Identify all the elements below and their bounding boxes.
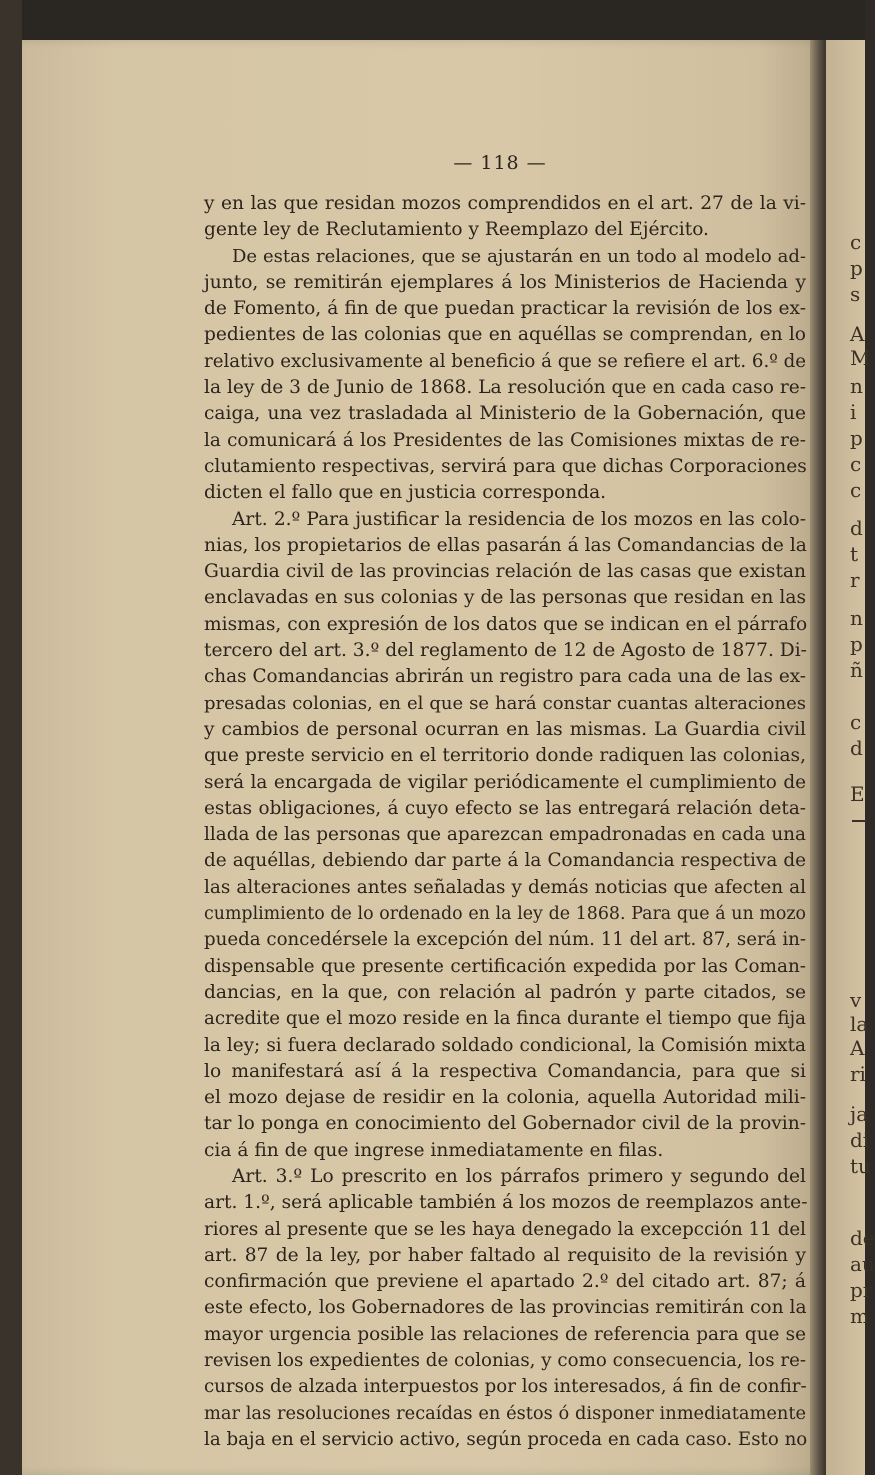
- text-line: gente ley de Reclutamiento y Reemplazo del Ejército.: [204, 219, 709, 241]
- facing-fragment: M: [850, 346, 871, 370]
- facing-fragment: p: [850, 426, 863, 450]
- facing-fragment: m: [850, 1304, 869, 1328]
- text-line: dicten el fallo que en justicia corresponda.: [204, 482, 607, 504]
- facing-fragment: la: [850, 1012, 869, 1036]
- text-line: tercero del art. 3.º del reglamento de 12 de Agosto de 1877. Di-: [204, 640, 807, 662]
- text-line: art. 1.º, será aplicable también á los mozos de reemplazos ante-: [204, 1192, 808, 1214]
- text-line: pueda concedérsele la excepción del núm. 11 del art. 87, será in-: [204, 929, 806, 951]
- text-line: mismas, con expresión de los datos que se indican en el párrafo: [204, 613, 808, 635]
- text-line: riores al presente que se les haya denegado la excepcción 11 del: [204, 1218, 806, 1240]
- text-line: dispensable que presente certificación expedida por las Coman-: [204, 955, 806, 977]
- text-line: chas Comandancias abrirán un registro para cada una de las ex-: [204, 666, 806, 688]
- facing-fragment: n: [850, 374, 863, 398]
- text-line: clutamiento respectivas, servirá para que dichas Corporaciones: [204, 455, 807, 477]
- text-line: mar las resoluciones recaídas en éstos ó disponer inmediatamente: [204, 1402, 806, 1424]
- text-line: y en las que residan mozos comprendidos en el art. 27 de la vi-: [204, 193, 806, 214]
- text-line: tar lo ponga en conocimiento del Gobernador civil de la provin-: [204, 1113, 806, 1135]
- book-gutter: [810, 40, 826, 1475]
- facing-fragment: t: [850, 542, 859, 566]
- text-line: y cambios de personal ocurran en las mismas. La Guardia civil: [204, 718, 806, 740]
- facing-fragment: A: [850, 1036, 865, 1060]
- text-line: relativo exclusivamente al beneficio á que se refiere el art. 6.º de: [204, 350, 806, 372]
- text-line: este efecto, los Gobernadores de las provincias remitirán con la: [204, 1297, 807, 1319]
- facing-fragment: tu: [850, 1154, 871, 1178]
- text-line: la ley; si fuera declarado soldado condicional, la Comisión mixta: [204, 1034, 806, 1056]
- facing-fragment: di: [850, 1128, 870, 1152]
- text-line: nias, los propietarios de ellas pasarán á las Comandancias de la: [204, 534, 807, 556]
- facing-fragment: p: [850, 632, 863, 656]
- facing-fragment: d: [850, 736, 863, 760]
- facing-page-edge: [826, 40, 875, 1475]
- text-line: cia á fin de que ingrese inmediatamente en filas.: [204, 1139, 664, 1161]
- text-line: art. 87 de la ley, por haber faltado al requisito de la revisión y: [204, 1244, 806, 1266]
- text-line: revisen los expedientes de colonias, y como consecuencia, los re-: [204, 1350, 806, 1372]
- text-line: llada de las personas que aparezcan empadronadas en cada una: [204, 824, 806, 846]
- facing-fragment: d: [850, 516, 863, 540]
- facing-fragment: ja: [850, 1102, 869, 1126]
- facing-fragment: n: [850, 606, 863, 630]
- facing-fragment: ri: [850, 1062, 866, 1086]
- text-line: dancias, en la que, con relación al padrón y parte citados, se: [204, 981, 806, 1003]
- text-line: las alteraciones antes señaladas y demás noticias que afecten al: [204, 876, 806, 898]
- text-line: enclavadas en sus colonias y de las personas que residan en las: [204, 587, 806, 609]
- text-line: De estas relaciones, que se ajustarán en un todo al modelo ad-: [232, 245, 806, 267]
- facing-fragment: de: [850, 1226, 875, 1250]
- text-line: estas obligaciones, á cuyo efecto se las entregará relación deta-: [204, 797, 806, 819]
- facing-fragment: v: [850, 988, 862, 1012]
- text-line: la baja en el servicio activo, según proceda en cada caso. Esto no: [204, 1428, 808, 1450]
- facing-fragment: c: [850, 710, 862, 734]
- text-line: de aquéllas, debiendo dar parte á la Comandancia respectiva de: [204, 850, 806, 872]
- body-text: [204, 191, 806, 1453]
- text-line: será la encargada de vigilar periódicamente el cumplimiento de: [204, 771, 806, 793]
- text-line: cumplimiento de lo ordenado en la ley de 1868. Para que á un mozo: [204, 904, 806, 925]
- facing-fragment: c: [850, 452, 862, 476]
- text-line: el mozo dejase de residir en la colonia, aquella Autoridad mili-: [204, 1087, 806, 1109]
- facing-fragment: au: [850, 1252, 875, 1276]
- facing-fragment: p: [850, 256, 863, 280]
- text-line: confirmación que previene el apartado 2.º del citado art. 87; á: [204, 1271, 806, 1293]
- text-line: lo manifestará así á la respectiva Comandancia, para que si: [204, 1060, 806, 1082]
- text-line: de Fomento, á fin de que puedan practicar la revisión de los ex-: [204, 298, 806, 320]
- text-line: Art. 3.º Lo prescrito en los párrafos primero y segundo del: [232, 1165, 806, 1187]
- facing-fragment: c: [850, 230, 862, 254]
- facing-fragment: c: [850, 478, 862, 502]
- text-line: mayor urgencia posible las relaciones de referencia para que se: [204, 1323, 806, 1345]
- text-line: cursos de alzada interpuestos por los interesados, á fin de confir-: [204, 1376, 807, 1398]
- facing-fragment: ñ: [850, 658, 863, 682]
- text-line: caiga, una vez trasladada al Ministerio de la Gobernación, que: [204, 403, 806, 425]
- text-line: la comunicará á los Presidentes de las Comisiones mixtas de re-: [204, 429, 806, 451]
- facing-fragment: r: [850, 568, 860, 592]
- facing-fragment: s: [850, 282, 861, 306]
- text-line: presadas colonias, en el que se hará constar cuantas alteraciones: [204, 692, 806, 714]
- page-number-header: — 118 —: [453, 152, 547, 174]
- facing-fragment: A: [850, 322, 865, 346]
- text-line: la ley de 3 de Junio de 1868. La resolución que en cada caso re-: [204, 377, 806, 399]
- text-line: Guardia civil de las provincias relación de las casas que existan: [204, 561, 806, 583]
- facing-rule: [852, 820, 866, 822]
- facing-fragment: i: [850, 400, 857, 424]
- facing-fragment: E: [850, 782, 865, 806]
- text-line: que preste servicio en el territorio donde radiquen las colonias,: [204, 745, 806, 767]
- text-line: junto, se remitirán ejemplares á los Ministerios de Hacienda y: [204, 271, 806, 293]
- text-line: pedientes de las colonias que en aquéllas se comprendan, en lo: [204, 324, 806, 346]
- text-line: acredite que el mozo reside en la finca durante el tiempo que fija: [204, 1008, 806, 1030]
- facing-fragment: pr: [850, 1278, 873, 1302]
- scan-background-left: [0, 0, 22, 1475]
- scan-background-top: [0, 0, 865, 45]
- text-line: Art. 2.º Para justificar la residencia de los mozos en las colo-: [232, 508, 806, 530]
